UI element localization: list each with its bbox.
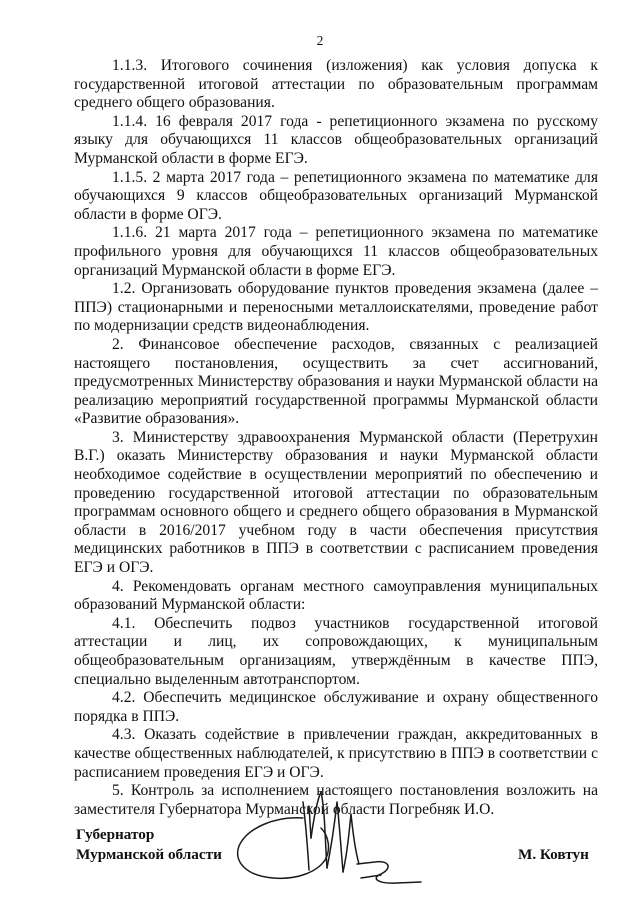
paragraph-1-1-4: 1.1.4. 16 февраля 2017 года - репетиционного экзамена по русскому языку для обучающихся 11 классов общеобразовательных организаций Мурманской области в форме ЕГЭ. xyxy=(74,112,598,167)
signature-block xyxy=(0,780,640,900)
paragraph-1-1-6: 1.1.6. 21 марта 2017 года – репетиционного экзамена по математике профильного уровня для обучающихся 11 классов общеобразовательных организаций Мурманской области в форме ЕГЭ. xyxy=(74,224,598,279)
paragraph-1-2: 1.2. Организовать оборудование пунктов проведения экзамена (далее – ППЭ) стационарными и переносными металлоискателями, проведение работ по модернизации средств видеонаблюдения. xyxy=(74,280,598,335)
paragraph-4: 4. Рекомендовать органам местного самоуправления муниципальных образований Мурманской области: xyxy=(74,577,598,614)
signer-name: М. Ковтун xyxy=(518,846,589,863)
paragraph-1-1-3: 1.1.3. Итогового сочинения (изложения) как условия допуска к государственной итоговой аттестации по образовательным программам среднего общего образования. xyxy=(74,57,598,112)
signer-title xyxy=(76,825,222,865)
paragraph-4-3: 4.3. Оказать содействие в привлечении граждан, аккредитованных в качестве общественных наблюдателей, к присутствию в ППЭ в соответствии с расписанием проведения ЕГЭ и ОГЭ. xyxy=(74,726,598,781)
paragraph-4-2: 4.2. Обеспечить медицинское обслуживание и охрану общественного порядка в ППЭ. xyxy=(74,689,598,725)
signer-title-line-2: Мурманской области xyxy=(76,846,222,863)
paragraph-3: 3. Министерству здравоохранения Мурманской области (Перетрухин В.Г.) оказать Министерству образования и науки Мурманской области необходимое содействие в осуществлении мероприятий по обеспечению и проведению государственной итоговой аттестации по образовательным программам основного общего и среднего общего образования в Мурманской области в 2016/2017 учебном году в части обеспечения присутствия медицинских работников в ППЭ в соответствии с расписанием проведения ЕГЭ и ОГЭ. xyxy=(74,428,598,577)
signer-title-line-1: Губернатор xyxy=(76,826,155,843)
handwritten-signature xyxy=(225,780,435,895)
paragraph-2: 2. Финансовое обеспечение расходов, связанных с реализацией настоящего постановления, осуществить за счет ассигнований, предусмотренных Министерству образования и науки Мурманской области на реализацию мероприятий государственной программы Мурманской области «Развитие образования». xyxy=(74,335,598,428)
page-number: 2 xyxy=(316,33,324,48)
paragraph-1-1-5: 1.1.5. 2 марта 2017 года – репетиционного экзамена по математике для обучающихся 9 классов общеобразовательных организаций Мурманской области в форме ОГЭ. xyxy=(74,168,598,223)
paragraph-4-1: 4.1. Обеспечить подвоз участников государственной итоговой аттестации и лиц, их сопровождающих, к муниципальным общеобразовательным организациям, утверждённым в качестве ППЭ, специально выделенным автотранспортом. xyxy=(74,614,598,688)
document-body xyxy=(74,57,598,819)
paragraph-5: 5. Контроль за исполнением настоящего постановления возложить на заместителя Губернатора Мурманской области Погребняк И.О. xyxy=(74,782,598,818)
